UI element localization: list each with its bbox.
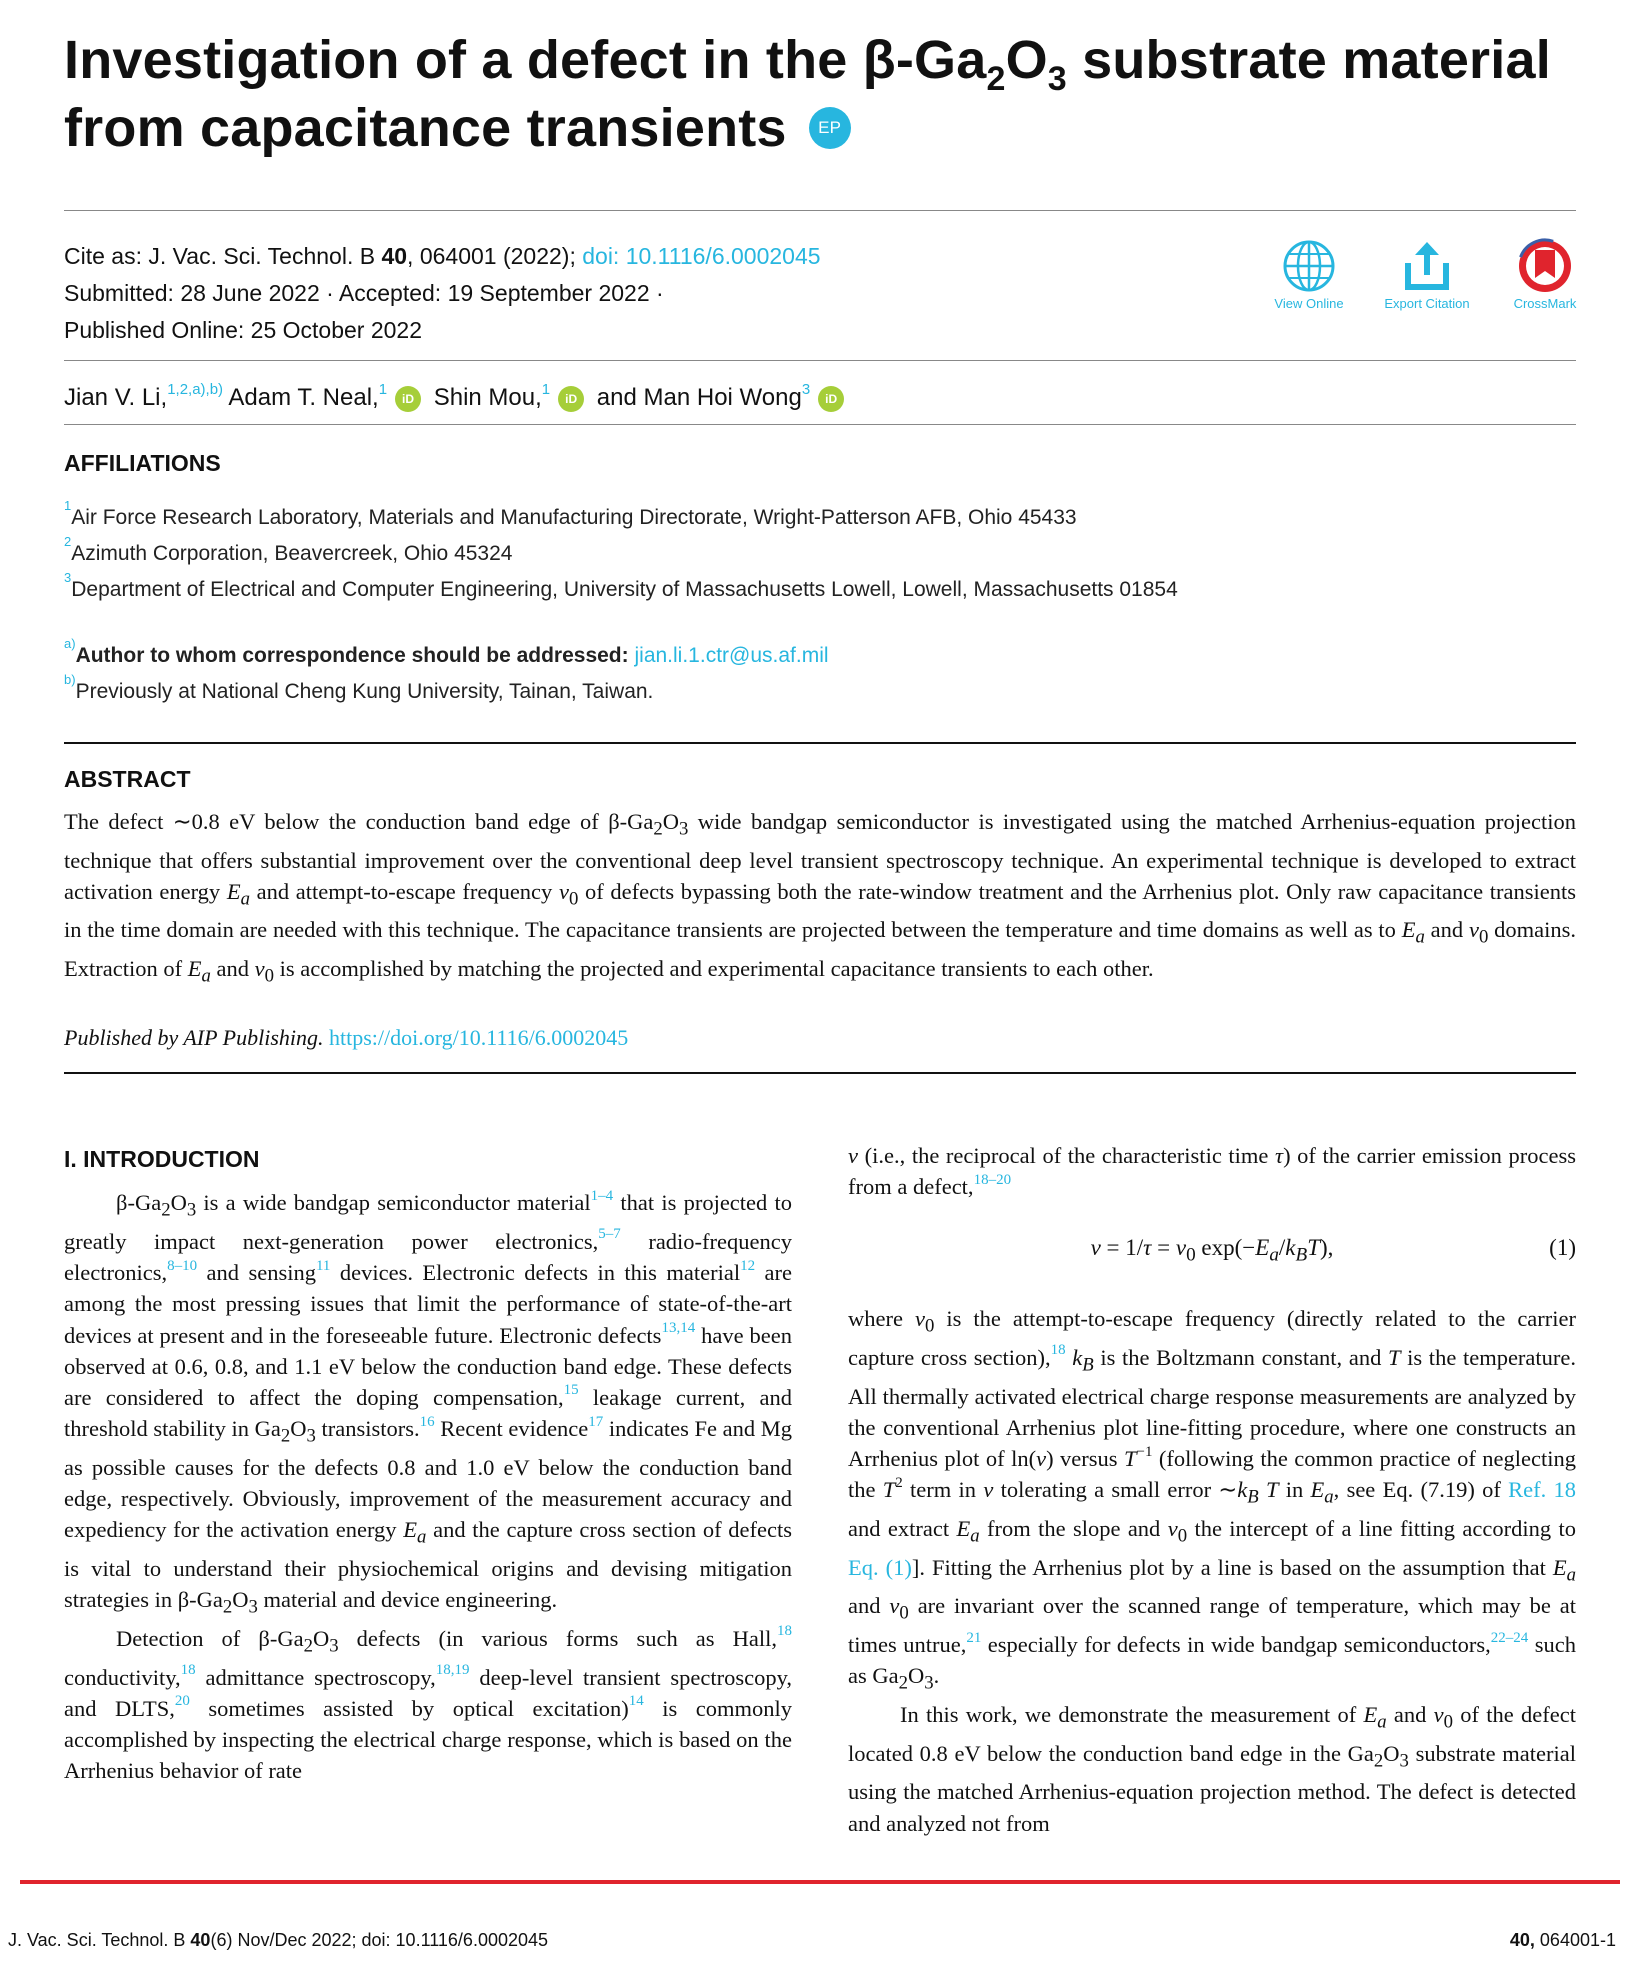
publisher-line: Published by AIP Publishing. https://doi.org/10.1116/6.0002045 — [64, 1025, 629, 1050]
author-name[interactable]: Adam T. Neal, — [223, 384, 379, 411]
author-name[interactable]: and Man Hoi Wong — [590, 384, 802, 411]
body-paragraph: $\beta-Ga_2O_3$ is a wide bandgap semiconductor material$^{1-4}$ that is projected to greatly impact next-generation power electronics,$^{5-7}$ radio-frequency electronics,$^{8-10}$ and sensing$^{11}$ devices. Electronic defects in this material$^{12}$ are among the most pressing issues that limit the performance of state-of-the-art devices at present and in the foreseeable future. Electronic defects$^{13,14}$ have been observed at 0.6, 0.8, and 1.1 eV below the conduction band edge. These defects are considered to affect the doping compensation,$^{15}$ leakage current, and threshold stability in $Ga_2O_3$ transistors.$^{16}$ Recent evidence$^{17}$ indicates Fe and Mg as possible causes for the defects 0.8 and 1.0 eV below the conduction band edge, respectively. Obviously, improvement of the measurement accuracy and expediency for the activation energy $E_a$ and the capture cross section of defects is vital to understand their physiochemical origins and devising mitigation strategies in $\beta-Ga_2O_3$ material and device engineering. — [64, 1187, 793, 1618]
globe-icon — [1254, 236, 1364, 296]
body-paragraph: Detection of $\beta-Ga_2O_3$ defects (in various forms such as Hall,$^{18}$ conductivity,$^{18}$ admittance spectroscopy,$^{18,19}$ deep-level transient spectroscopy, and DLTS,$^{20}$ sometimes assisted by optical excitation)$^{14}$ is commonly accomplished by inspecting the electrical charge response, which is based on the Arrhenius behavior of rate — [64, 1623, 793, 1784]
body-paragraph: where $\nu_0$ is the attempt-to-escape frequency (directly related to the carrier capture cross section),$^{18}$ $k_B$ is the Boltzmann constant, and T is the temperature. All thermally activated electrical charge response measurements are analyzed by the conventional Arrhenius plot line-fitting procedure, where one constructs an Arrhenius plot of ln(ν) versus $T^{-1}$ (following the common practice of neglecting the $T^2$ term in ν tolerating a small error $\sim k_B$ T in $E_a$, see Eq. (7.19) of Ref. 18 and extract $E_a$ from the slope and $\nu_0$ the intercept of a line fitting according to Eq. (1)]. Fitting the Arrhenius plot by a line is based on the assumption that $E_a$ and $\nu_0$ are invariant over the scanned range of temperature, which may be at times untrue,$^{21}$ especially for defects in wide bandgap semiconductors,$^{22-24}$ such as $Ga_2O_3$. — [848, 1306, 1577, 1694]
editors-pick-badge[interactable]: EP — [809, 107, 851, 149]
previous-affiliation-note: $^{b)}$Previously at National Cheng Kung University, Tainan, Taiwan. — [64, 672, 654, 703]
divider — [64, 360, 1576, 361]
export-icon — [1372, 236, 1482, 296]
section-heading: I. INTRODUCTION — [64, 1146, 260, 1172]
footer-rule — [20, 1880, 1620, 1884]
citation-block: Cite as: J. Vac. Sci. Technol. B 40, 064001 (2022); doi: 10.1116/6.0002045 Submitted: 28 June 2022 · Accepted: 19 September 2022 · Published Online: 25 October 2022 — [64, 243, 821, 343]
correspondence-note: $^{a)}$Author to whom correspondence should be addressed: jian.li.1.ctr@us.af.mil — [64, 636, 829, 667]
affiliation-item: $^2$Azimuth Corporation, Beavercreek, Ohio 45324 — [64, 534, 513, 565]
article-title: Investigation of a defect in the $\beta-Ga_2O_3$ substrate material from capacitance transients EP — [64, 30, 1551, 158]
crossmark-button[interactable]: CrossMark — [1490, 236, 1600, 311]
abstract-heading: ABSTRACT — [64, 766, 191, 792]
affiliation-item: $^1$Air Force Research Laboratory, Materials and Manufacturing Directorate, Wright-Patterson AFB, Ohio 45433 — [64, 498, 1077, 529]
footer-page-number: 40, 064001-1 — [1509, 1930, 1616, 1950]
body-column-left — [64, 1140, 792, 1786]
affiliation-item: $^3$Department of Electrical and Computer Engineering, University of Massachusetts Lowell, Lowell, Massachusetts 01854 — [64, 570, 1178, 601]
divider — [64, 210, 1576, 211]
doi-link[interactable]: doi: 10.1116/6.0002045 — [582, 243, 821, 269]
body-paragraph: ν (i.e., the reciprocal of the characteristic time τ) of the carrier emission process from a defect,$^{18-20}$ — [848, 1143, 1576, 1200]
equation-1: $\nu = 1/\tau = \nu_0$ $\exp(-E_a/k_BT)$, (1) — [1090, 1235, 1576, 1266]
email-link[interactable]: jian.li.1.ctr@us.af.mil — [634, 644, 829, 667]
doi-url-link[interactable]: https://doi.org/10.1116/6.0002045 — [329, 1025, 629, 1050]
body-column-right — [848, 1140, 1576, 1839]
author-name[interactable]: Jian V. Li, — [64, 384, 168, 411]
crossmark-icon — [1490, 236, 1600, 296]
orcid-icon[interactable]: iD — [818, 386, 844, 412]
body-paragraph: In this work, we demonstrate the measurement of $E_a$ and $\nu_0$ of the defect located 0.8 eV below the conduction band edge in the $Ga_2O_3$ substrate material using the matched Arrhenius-equation projection method. The defect is detected and analyzed not from — [848, 1701, 1576, 1836]
view-online-button[interactable]: View Online — [1254, 236, 1364, 311]
divider — [64, 1072, 1576, 1074]
author-name[interactable]: Shin Mou, — [427, 384, 542, 411]
divider — [64, 424, 1576, 425]
author-list: Jian V. Li,$^{1,2,a),b)}$ Adam T. Neal,$^1$iD Shin Mou,$^1$iD and Man Hoi Wong$^3$iD — [64, 384, 850, 412]
divider — [64, 742, 1576, 744]
orcid-icon[interactable]: iD — [395, 386, 421, 412]
affiliations-heading: AFFILIATIONS — [64, 450, 221, 476]
export-citation-button[interactable]: Export Citation — [1372, 236, 1482, 311]
abstract-text: The defect ∼0.8 eV below the conduction band edge of $\beta-Ga_2O_3$ wide bandgap semiconductor is investigated using the matched Arrhenius-equation projection technique that offers substantial improvement over the conventional deep level transient spectroscopy technique. An experimental technique is developed to extract activation energy $E_a$ and attempt-to-escape frequency $\nu_0$ of defects bypassing both the rate-window treatment and the Arrhenius plot. Only raw capacitance transients in the time domain are needed with this technique. The capacitance transients are projected between the temperature and time domains as well as to $E_a$ and $\nu_0$ domains. Extraction of $E_a$ and $\nu_0$ is accomplished by matching the projected and experimental capacitance transients to each other. — [64, 809, 1576, 986]
affiliation-list — [64, 500, 1178, 608]
author-notes — [64, 638, 829, 710]
orcid-icon[interactable]: iD — [558, 386, 584, 412]
footer-journal: J. Vac. Sci. Technol. B 40(6) Nov/Dec 2022; doi: 10.1116/6.0002045 — [8, 1930, 549, 1950]
